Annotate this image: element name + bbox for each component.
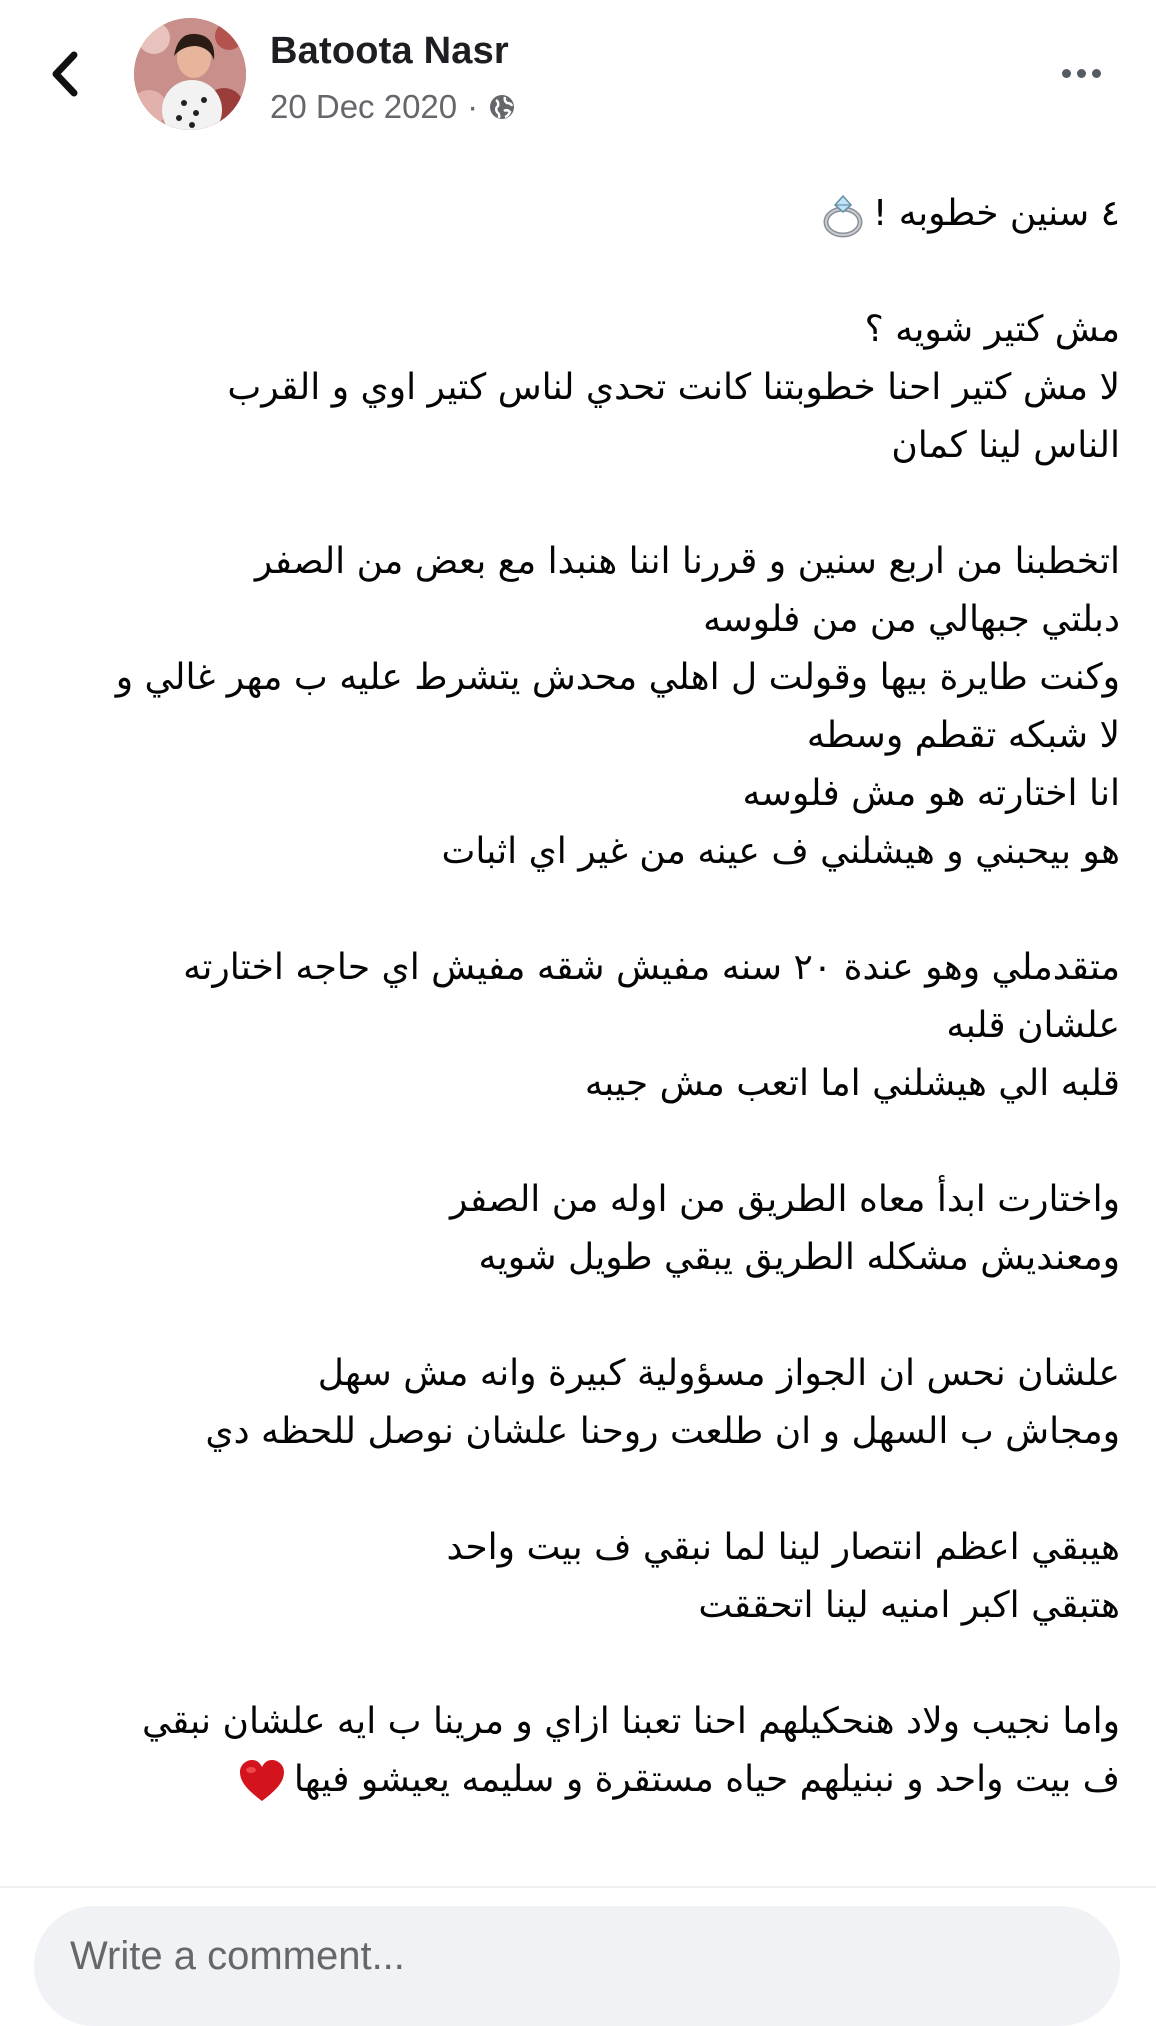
avatar-photo [134,18,246,130]
post-line-text: لا شبكه تقطم وسطه [806,715,1120,756]
post-line [30,591,1120,649]
post-line [30,1693,1120,1751]
post-line [30,939,1120,997]
post-line-text: واما نجيب ولاد هنحكيلهم احنا تعبنا ازاي و مرينا ب ايه علشان نبقي [141,1701,1120,1742]
post-line [30,823,1120,881]
author-name[interactable]: Batoota Nasr [270,30,509,72]
ring-icon [821,191,865,239]
divider [0,1886,1156,1888]
post-line-text: لا مش كتير احنا خطوبتنا كانت تحدي لناس كتير اوي و القرب [227,367,1120,408]
post-line-text: علشان نحس ان الجواز مسؤولية كبيرة وانه مش سهل [317,1353,1120,1394]
back-button[interactable] [40,44,90,104]
meta-separator: · [467,88,479,125]
post-line-text: الناس لينا كمان [891,425,1120,466]
post-line-text: دبلتي جبهالي من من فلوسه [703,599,1120,640]
post-line [30,1229,1120,1287]
post-text [30,185,1120,1809]
more-options-button[interactable] [1046,52,1116,92]
post-header [0,0,1156,150]
avatar[interactable] [134,18,246,130]
post-line [30,1055,1120,1113]
blank-line [30,475,1120,533]
post-line [30,1519,1120,1577]
post-line [30,1403,1120,1461]
post-line-text: ومعنديش مشكله الطريق يبقي طويل شويه [478,1237,1120,1278]
post-line [30,301,1120,359]
chevron-left-icon [48,49,82,99]
blank-line [30,1113,1120,1171]
post-date[interactable]: 20 Dec 2020 [270,88,458,125]
post-line [30,417,1120,475]
post-line-text: هو بيحبني و هيشلني ف عينه من غير اي اثبات [441,831,1120,872]
blank-line [30,881,1120,939]
post-line-text: هيبقي اعظم انتصار لينا لما نبقي ف بيت واحد [446,1527,1120,1568]
post-line-text: ومجاش ب السهل و ان طلعت روحنا علشان نوصل للحظه دي [205,1411,1120,1452]
blank-line [30,243,1120,301]
post-line-text: ف بيت واحد و نبنيلهم حياه مستقرة و سليمه يعيشو فيها [293,1759,1120,1800]
post-line [30,997,1120,1055]
post-line [30,765,1120,823]
blank-line [30,1461,1120,1519]
blank-line [30,1287,1120,1345]
post-line-text: وكنت طايرة بيها وقولت ل اهلي محدش يتشرط عليه ب مهر غالي و [115,657,1120,698]
post-line [30,533,1120,591]
blank-line [30,1635,1120,1693]
post-line [30,1751,1120,1809]
post-line-text: ٤ سنين خطوبه ! [872,193,1120,234]
post-line [30,1345,1120,1403]
post-line [30,1171,1120,1229]
post-line-text: مش كتير شويه ؟ [864,309,1120,350]
post-meta [270,88,516,126]
globe-icon[interactable] [488,93,516,121]
post-line [30,1577,1120,1635]
red-heart-icon [238,1759,286,1803]
comment-input[interactable] [34,1906,1120,2026]
post-line-text: واختارت ابدأ معاه الطريق من اوله من الصفر [450,1179,1120,1220]
post-line [30,359,1120,417]
comment-placeholder: Write a comment... [70,1934,405,1978]
post-line-text: هتبقي اكبر امنيه لينا اتحققت [698,1585,1120,1626]
post-line-text: متقدملي وهو عندة ٢٠ سنه مفيش شقه مفيش اي حاجه اختارته [183,947,1120,988]
post-line-text: انا اختارته هو مش فلوسه [742,773,1120,814]
post-line [30,185,1120,243]
more-dots-icon [1059,63,1104,82]
post-line [30,649,1120,707]
post-line-text: اتخطبنا من اربع سنين و قررنا اننا هنبدا مع بعض من الصفر [254,541,1120,582]
post-line-text: قلبه الي هيشلني اما اتعب مش جيبه [584,1063,1120,1104]
post-line [30,707,1120,765]
post-line-text: علشان قلبه [946,1005,1120,1046]
